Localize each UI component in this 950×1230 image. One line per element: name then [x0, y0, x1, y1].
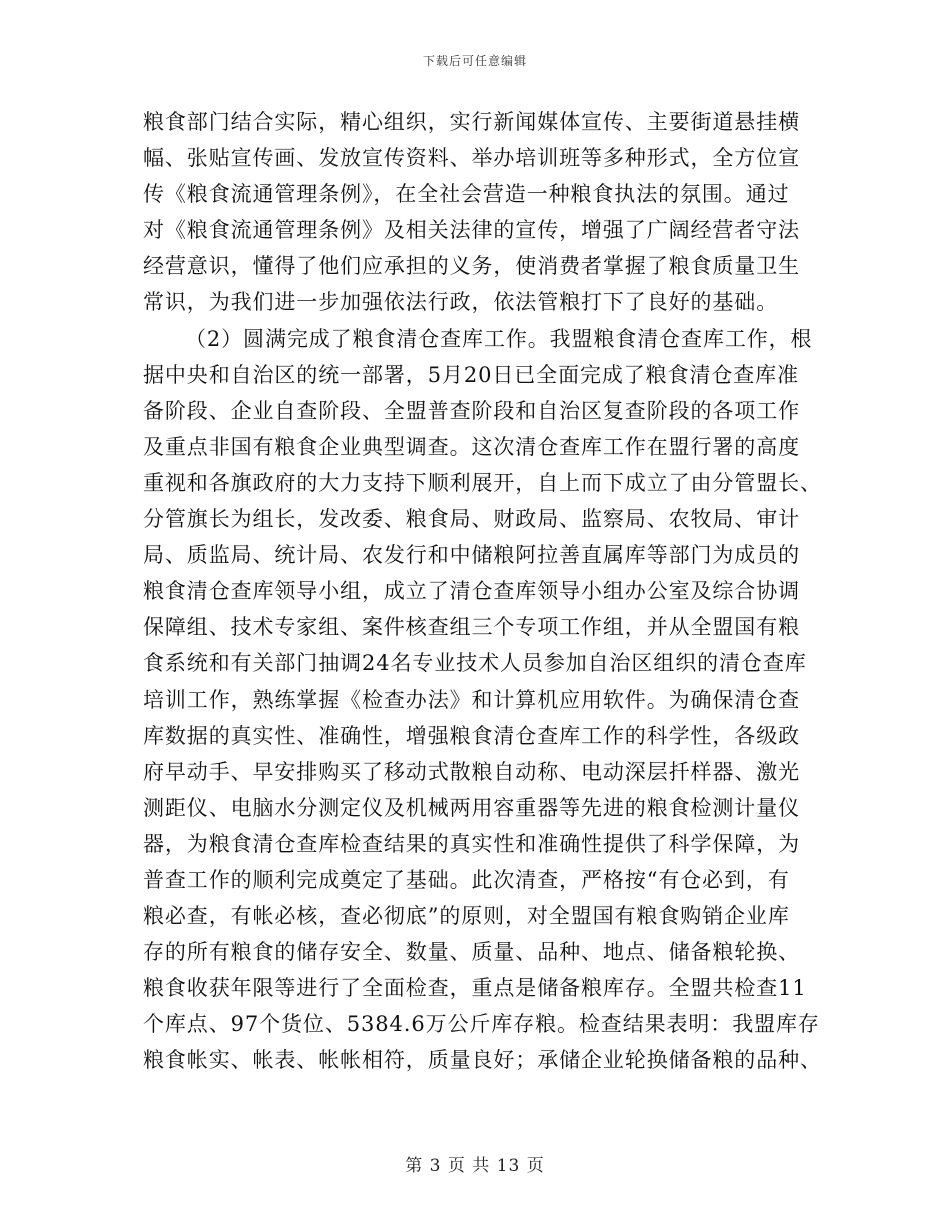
body-line: 经营意识，懂得了他们应承担的义务，使消费者掌握了粮食质量卫生 [143, 254, 800, 279]
body-line: 粮食部门结合实际，精心组织，实行新闻媒体宣传、主要街道悬挂横 [143, 110, 800, 134]
body-line: 普查工作的顺利完成奠定了基础。此次清查，严格按“有仓必到，有 [143, 867, 790, 892]
document-body [143, 104, 822, 1079]
body-line: 传《粮食流通管理条例》，在全社会营造一种粮食执法的氛围。通过 [143, 182, 790, 207]
body-line: 重视和各旗政府的大力支持下顺利展开，自上而下成立了由分管盟长、 [143, 470, 822, 495]
body-line: 粮食清仓查库领导小组，成立了清仓查库领导小组办公室及综合协调 [143, 579, 800, 604]
body-line: 府早动手、早安排购买了移动式散粮自动称、电动深层扦样器、激光 [143, 759, 800, 784]
body-line: 存的所有粮食的储存安全、数量、质量、品种、地点、储备粮轮换、 [143, 940, 800, 965]
body-line: 粮必查，有帐必核，查必彻底”的原则，对全盟国有粮食购销企业库 [143, 904, 790, 929]
body-line: 对《粮食流通管理条例》及相关法律的宣传，增强了广阔经营者守法 [143, 218, 800, 243]
body-line: 幅、张贴宣传画、发放宣传资料、举办培训班等多种形式，全方位宣 [143, 146, 800, 171]
body-line: 分管旗长为组长，发改委、粮食局、财政局、监察局、农牧局、审计 [143, 507, 800, 532]
body-line: 培训工作，熟练掌握《检查办法》和计算机应用软件。为确保清仓查 [143, 687, 800, 712]
body-line: 及重点非国有粮食企业典型调查。这次清仓查库工作在盟行署的高度 [143, 434, 800, 459]
body-line: 粮食帐实、帐表、帐帐相符，质量良好；承储企业轮换储备粮的品种、 [143, 1048, 822, 1073]
body-line: 食系统和有关部门抽调24名专业技术人员参加自治区组织的清仓查库 [143, 651, 807, 676]
body-line: 个库点、97个货位、5384.6万公斤库存粮。检查结果表明：我盟库存 [143, 1012, 820, 1037]
body-line: 测距仪、电脑水分测定仪及机械两用容重器等先进的粮食检测计量仪 [143, 795, 800, 820]
body-line: 备阶段、企业自查阶段、全盟普查阶段和自治区复查阶段的各项工作 [143, 398, 800, 423]
body-line: 库数据的真实性、准确性，增强粮食清仓查库工作的科学性，各级政 [143, 723, 800, 748]
body-line: 粮食收获年限等进行了全面检查，重点是储备粮库存。全盟共检查11 [143, 976, 807, 1001]
body-line: 常识，为我们进一步加强依法行政，依法管粮打下了良好的基础。 [143, 290, 779, 315]
body-line: 局、质监局、统计局、农发行和中储粮阿拉善直属库等部门为成员的 [143, 543, 800, 568]
body-line: 器，为粮食清仓查库检查结果的真实性和准确性提供了科学保障，为 [143, 831, 800, 856]
page-header: 下载后可任意编辑 [422, 54, 527, 68]
body-line: 保障组、技术专家组、案件核查组三个专项工作组，并从全盟国有粮 [143, 615, 800, 640]
paragraph-start-line: （2）圆满完成了粮食清仓查库工作。我盟粮食清仓查库工作，根 [185, 326, 813, 351]
body-line: 据中央和自治区的统一部署，5月20日已全面完成了粮食清仓查库准 [143, 362, 799, 387]
page-footer: 第 3 页 共 13 页 [405, 1156, 545, 1176]
